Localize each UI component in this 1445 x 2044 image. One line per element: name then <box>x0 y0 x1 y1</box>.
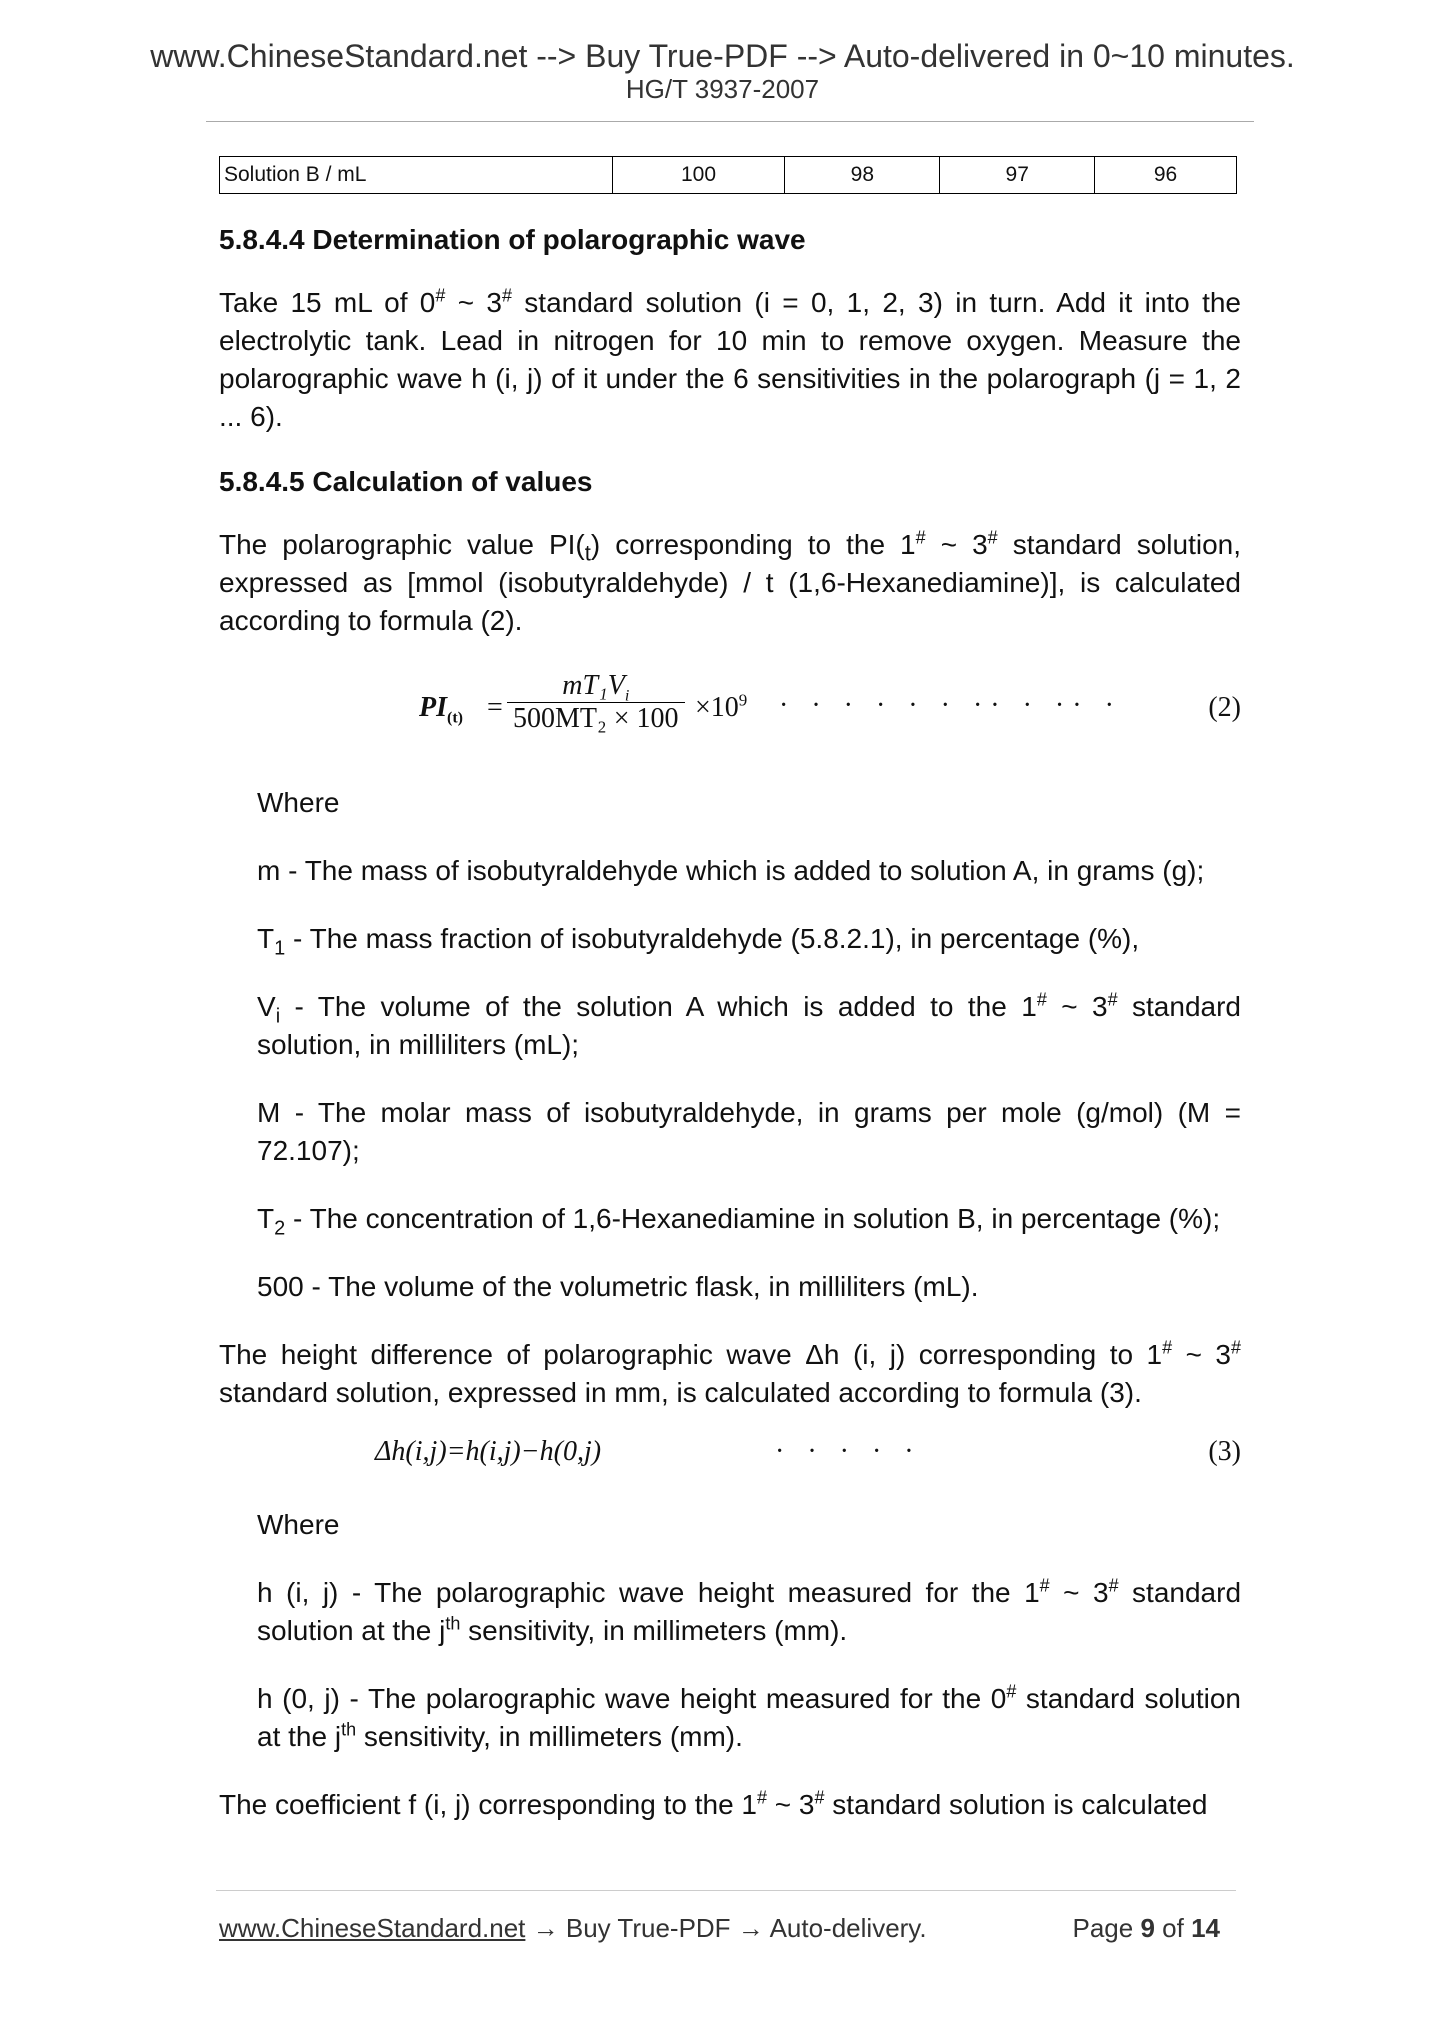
formula-multiplier: $\times 10^9$ <box>695 690 748 723</box>
header-divider <box>206 121 1254 122</box>
formula-number: (3) <box>1208 1436 1241 1467</box>
table-row <box>220 157 1237 194</box>
table-cell: Solution B / mL <box>220 157 613 194</box>
footer-link[interactable]: www.ChineseStandard.net <box>219 1913 526 1943</box>
formula-fraction: $\frac{mT_1V_i}{\text{500MT₂ × 100}}$ <box>507 670 685 735</box>
variable-def: $T_2$ - The concentration of 1,6-Hexanediamine in solution B, in percentage (%); <box>257 1203 1221 1240</box>
table-cell: 100 <box>612 157 785 194</box>
paragraph: The polarographic value $PI(_t)$ corresponding to the 1# ~ 3# standard solution, expressed as [mmol (isobutyraldehyde) / t (1,6-Hexanediamine)], is calculated according to formula (2). <box>219 527 1241 636</box>
table-cell: 97 <box>940 157 1095 194</box>
where-label: Where <box>257 1509 340 1540</box>
variable-def: M - The molar mass of isobutyraldehyde, in grams per mole (g/mol) (M = 72.107); <box>257 1097 1241 1166</box>
formula-3: Δh(i,j)=h(i,j)−h(0,j) · · · · · (3) <box>375 1436 1241 1467</box>
variable-def: $T_1$ - The mass fraction of isobutyraldehyde (5.8.2.1), in percentage (%), <box>257 923 1140 960</box>
formula-2: $PI_{(t)}$ = $\frac{mT_1V_i}{\text{500MT₂ × 100}}$ $\times 10^9$ · · · · · · ·· · ·· · (2) <box>419 670 1241 734</box>
page-indicator: Page 9 of 14 <box>1072 1913 1220 1943</box>
variable-def: $V_i$ - The volume of the solution A which is added to the 1# ~ 3# standard solution, in milliliters (mL); <box>257 989 1241 1060</box>
table-cell: 96 <box>1095 157 1237 194</box>
page-body <box>219 156 1241 1824</box>
solution-b-table <box>219 156 1237 194</box>
where-label: Where <box>257 787 340 818</box>
paragraph: Take 15 mL of 0# ~ 3# standard solution (i = 0, 1, 2, 3) in turn. Add it into the electrolytic tank. Lead in nitrogen for 10 min to remove oxygen. Measure the polarographic wave h (i, j) of it under the 6 sensitivities in the polarograph (j = 1, 2 ... 6). <box>219 285 1242 432</box>
footer-divider <box>216 1890 1236 1891</box>
variable-def: h (i, j) - The polarographic wave height measured for the 1# ~ 3# standard solution at the $j^{th}$ sensitivity, in millimeters (mm). <box>257 1575 1242 1646</box>
paragraph: The height difference of polarographic wave Δh (i, j) corresponding to 1# ~ 3# standard solution, expressed in mm, is calculated according to formula (3). <box>219 1337 1242 1408</box>
variable-def: 500 - The volume of the volumetric flask, in milliliters (mL). <box>257 1271 979 1302</box>
header-banner: www.ChineseStandard.net --> Buy True-PDF --> Auto-delivered in 0~10 minutes. <box>150 38 1295 74</box>
formula-lhs: $PI_{(t)}$ <box>419 692 463 727</box>
variable-def: m - The mass of isobutyraldehyde which is added to solution A, in grams (g); <box>257 855 1205 886</box>
paragraph: The coefficient f (i, j) corresponding to the 1# ~ 3# standard solution is calculated <box>219 1787 1208 1820</box>
section-heading-5844: 5.8.4.4 Determination of polarographic wave <box>219 224 806 255</box>
section-heading-5845: 5.8.4.5 Calculation of values <box>219 466 593 497</box>
variable-def: h (0, j) - The polarographic wave height measured for the 0# standard solution at the $j^{th}$ sensitivity, in millimeters (mm). <box>257 1681 1241 1752</box>
formula-number: (2) <box>1208 692 1241 723</box>
table-cell: 98 <box>785 157 940 194</box>
footer-left: www.ChineseStandard.net → Buy True-PDF → Auto-delivery. <box>219 1913 927 1943</box>
standard-code: HG/T 3937-2007 <box>625 74 820 104</box>
